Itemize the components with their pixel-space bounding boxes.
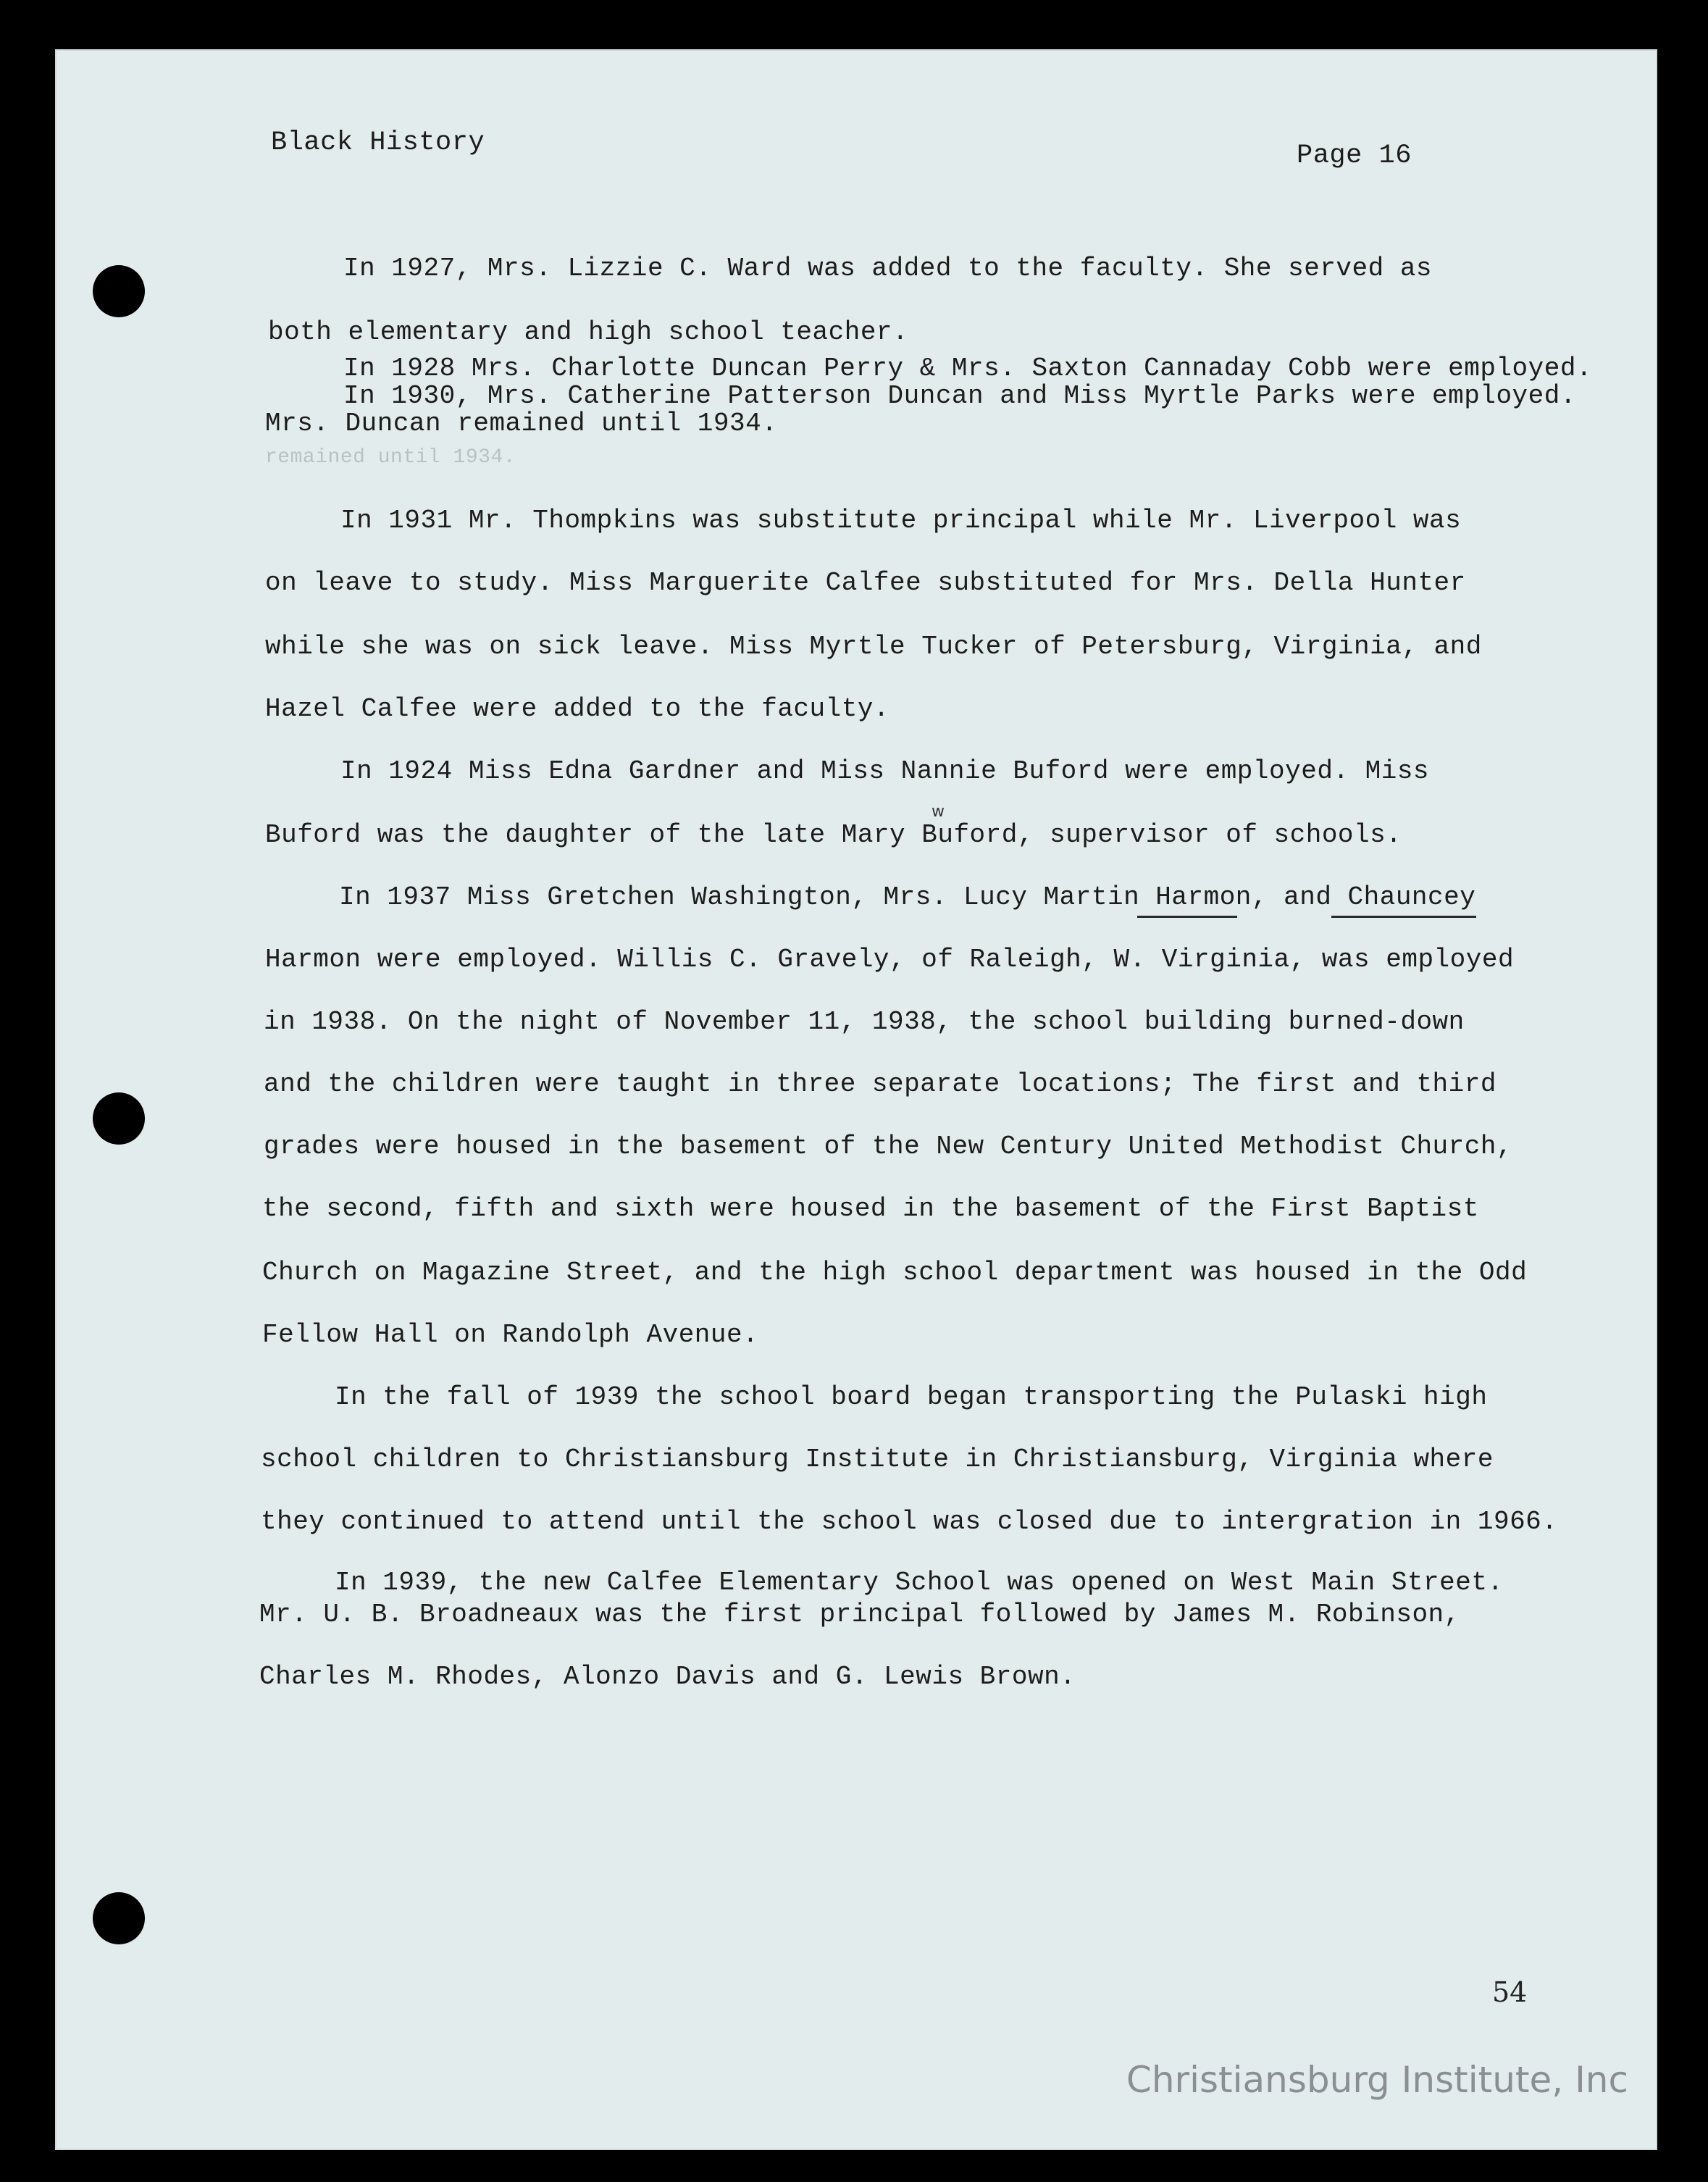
text-line: Hazel Calfee were added to the faculty. <box>265 694 890 724</box>
underline-mark <box>1137 916 1237 918</box>
text-line: the second, fifth and sixth were housed in the basement of the First Baptist <box>262 1194 1479 1224</box>
punch-hole <box>93 1092 145 1145</box>
watermark: Christiansburg Institute, Inc <box>1126 2059 1628 2101</box>
text-line: Fellow Hall on Randolph Avenue. <box>262 1320 759 1350</box>
text-line: Buford was the daughter of the late Mary Buford, supervisor of schools. <box>265 820 1402 850</box>
page-number: Page 16 <box>1297 141 1412 171</box>
strikeout-line: remained until 1934. <box>265 446 516 469</box>
text-line: In 1928 Mrs. Charlotte Duncan Perry & Mrs. Saxton Cannaday Cobb were employed. <box>343 354 1593 383</box>
text-line: both elementary and high school teacher. <box>268 317 909 347</box>
text-line: Charles M. Rhodes, Alonzo Davis and G. Lewis Brown. <box>259 1662 1076 1692</box>
text-line: on leave to study. Miss Marguerite Calfee substituted for Mrs. Della Hunter <box>265 568 1466 598</box>
punch-hole <box>93 265 145 317</box>
text-line: In 1931 Mr. Thompkins was substitute principal while Mr. Liverpool was <box>340 506 1462 535</box>
header-title: Black History <box>271 128 485 158</box>
text-line: while she was on sick leave. Miss Myrtle Tucker of Petersburg, Virginia, and <box>265 632 1482 661</box>
text-line: Harmon were employed. Willis C. Gravely, of Raleigh, W. Virginia, was employed <box>265 945 1515 974</box>
text-line: they continued to attend until the school was closed due to intergration in 1966. <box>261 1507 1558 1537</box>
text-line: In 1939, the new Calfee Elementary School was opened on West Main Street. <box>335 1568 1504 1597</box>
text-line: school children to Christiansburg Institute in Christiansburg, Virginia where <box>261 1445 1494 1474</box>
handwritten-insert: w <box>932 803 945 821</box>
underline-mark <box>1331 916 1476 918</box>
punch-hole <box>93 1892 145 1944</box>
document-page <box>55 49 1657 2150</box>
text-line: and the children were taught in three separate locations; The first and third <box>264 1069 1496 1099</box>
text-line: In 1930, Mrs. Catherine Patterson Duncan and Miss Myrtle Parks were employed. <box>343 381 1576 411</box>
text-line: in 1938. On the night of November 11, 1938, the school building burned-down <box>264 1007 1465 1037</box>
text-line: Mrs. Duncan remained until 1934. <box>265 409 778 438</box>
text-line: In the fall of 1939 the school board began transporting the Pulaski high <box>335 1382 1488 1412</box>
text-line: In 1927, Mrs. Lizzie C. Ward was added to the faculty. She served as <box>343 254 1433 283</box>
text-line: grades were housed in the basement of the New Century United Methodist Church, <box>264 1132 1513 1161</box>
handwritten-number: 54 <box>1492 1976 1528 2008</box>
text-line: In 1937 Miss Gretchen Washington, Mrs. Lucy Martin Harmon, and Chauncey <box>339 882 1476 912</box>
text-line: In 1924 Miss Edna Gardner and Miss Nannie Buford were employed. Miss <box>340 756 1430 786</box>
text-line: Church on Magazine Street, and the high school department was housed in the Odd <box>262 1258 1528 1287</box>
text-line: Mr. U. B. Broadneaux was the first principal followed by James M. Robinson, <box>259 1600 1460 1629</box>
